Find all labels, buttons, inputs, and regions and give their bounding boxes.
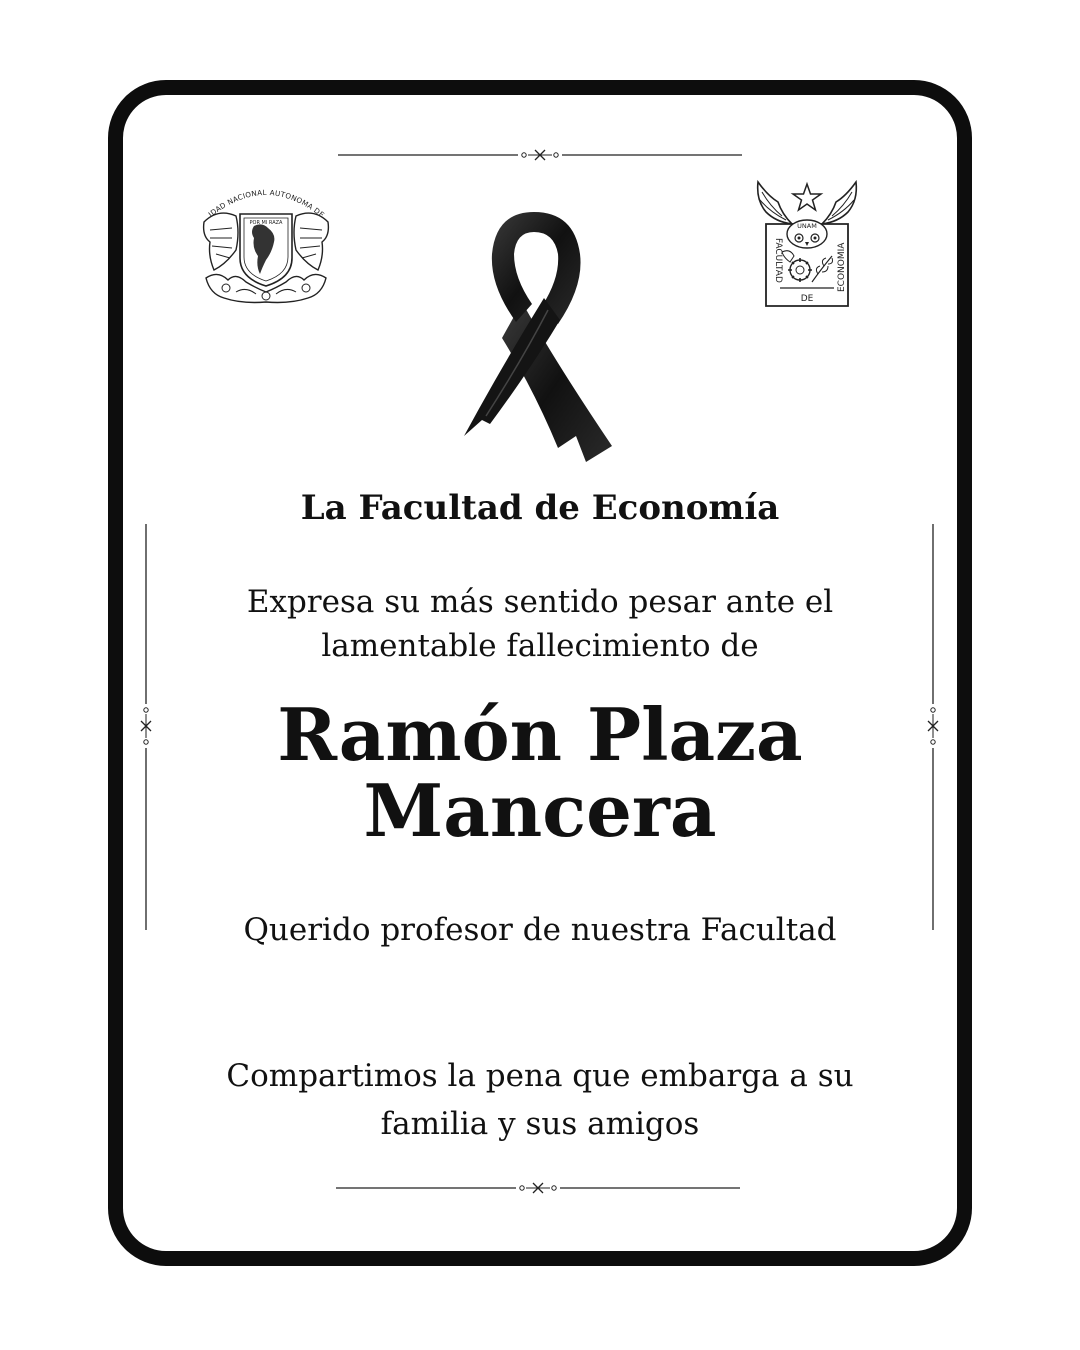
deceased-name <box>0 692 1080 853</box>
closing-message-line: Compartimos la pena que embarga a su <box>226 1058 854 1094</box>
emblem-economia-text: ECONOMIA <box>837 242 847 292</box>
deceased-description: Querido profesor de nuestra Facultad <box>243 912 837 948</box>
closing-message <box>0 1052 1080 1148</box>
closing-message-line: familia y sus amigos <box>380 1106 700 1142</box>
deceased-name-line: Mancera <box>363 768 717 853</box>
unam-arc-text: UNIVERSIDAD NACIONAL AUTONOMA DE MEXICO <box>192 171 327 220</box>
emblem-de-text: DE <box>800 294 814 304</box>
top-divider-ornament <box>338 147 742 163</box>
organization-heading: La Facultad de Economía <box>300 488 780 528</box>
condolence-message-line: Expresa su más sentido pesar ante el <box>246 584 834 620</box>
mourning-ribbon-icon <box>462 210 616 462</box>
emblem-unam-text: UNAM <box>797 222 817 230</box>
condolence-message <box>0 580 1080 668</box>
deceased-name-line: Ramón Plaza <box>277 692 803 777</box>
unam-coat-of-arms-icon <box>192 171 336 310</box>
svg-text:POR MI RAZA: POR MI RAZA <box>249 220 283 226</box>
emblem-facultad-text: FACULTAD <box>773 238 783 283</box>
condolence-message-line: lamentable fallecimiento de <box>321 628 759 664</box>
facultad-economia-owl-emblem-icon <box>752 178 862 312</box>
bottom-divider-ornament <box>336 1180 740 1196</box>
